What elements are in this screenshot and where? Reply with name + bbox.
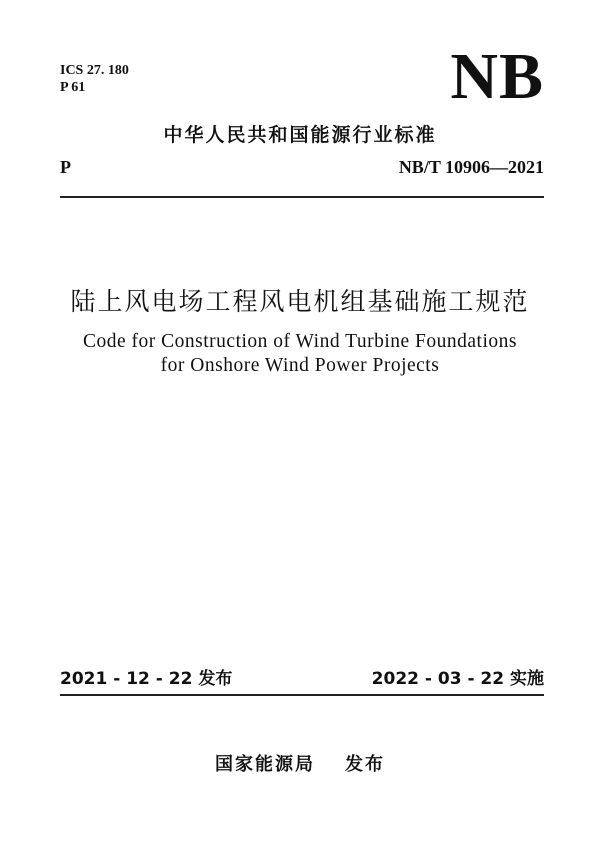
classification-letter: P <box>60 157 71 177</box>
ics-code-block <box>60 62 129 96</box>
issue-date: 2021 - 12 - 22 发布 <box>60 669 233 689</box>
publisher-action: 发布 <box>345 754 385 775</box>
nb-logo: NB <box>450 40 544 113</box>
ccs-code: P 61 <box>60 80 86 95</box>
standard-type-heading: 中华人民共和国能源行业标准 <box>163 124 437 146</box>
chinese-title: 陆上风电场工程风电机组基础施工规范 <box>70 287 530 316</box>
ics-code: ICS 27. 180 <box>60 63 129 78</box>
top-divider <box>60 196 544 198</box>
english-title-line-2: for Onshore Wind Power Projects <box>160 355 440 376</box>
standard-number: NB/T 10906—2021 <box>398 157 544 177</box>
implementation-date: 2022 - 03 - 22 实施 <box>371 669 544 689</box>
english-title <box>0 330 600 378</box>
english-title-line-1: Code for Construction of Wind Turbine Foundations <box>83 331 517 352</box>
bottom-divider <box>60 694 544 696</box>
publisher-line <box>0 750 600 776</box>
publisher-name: 国家能源局 <box>215 754 315 775</box>
